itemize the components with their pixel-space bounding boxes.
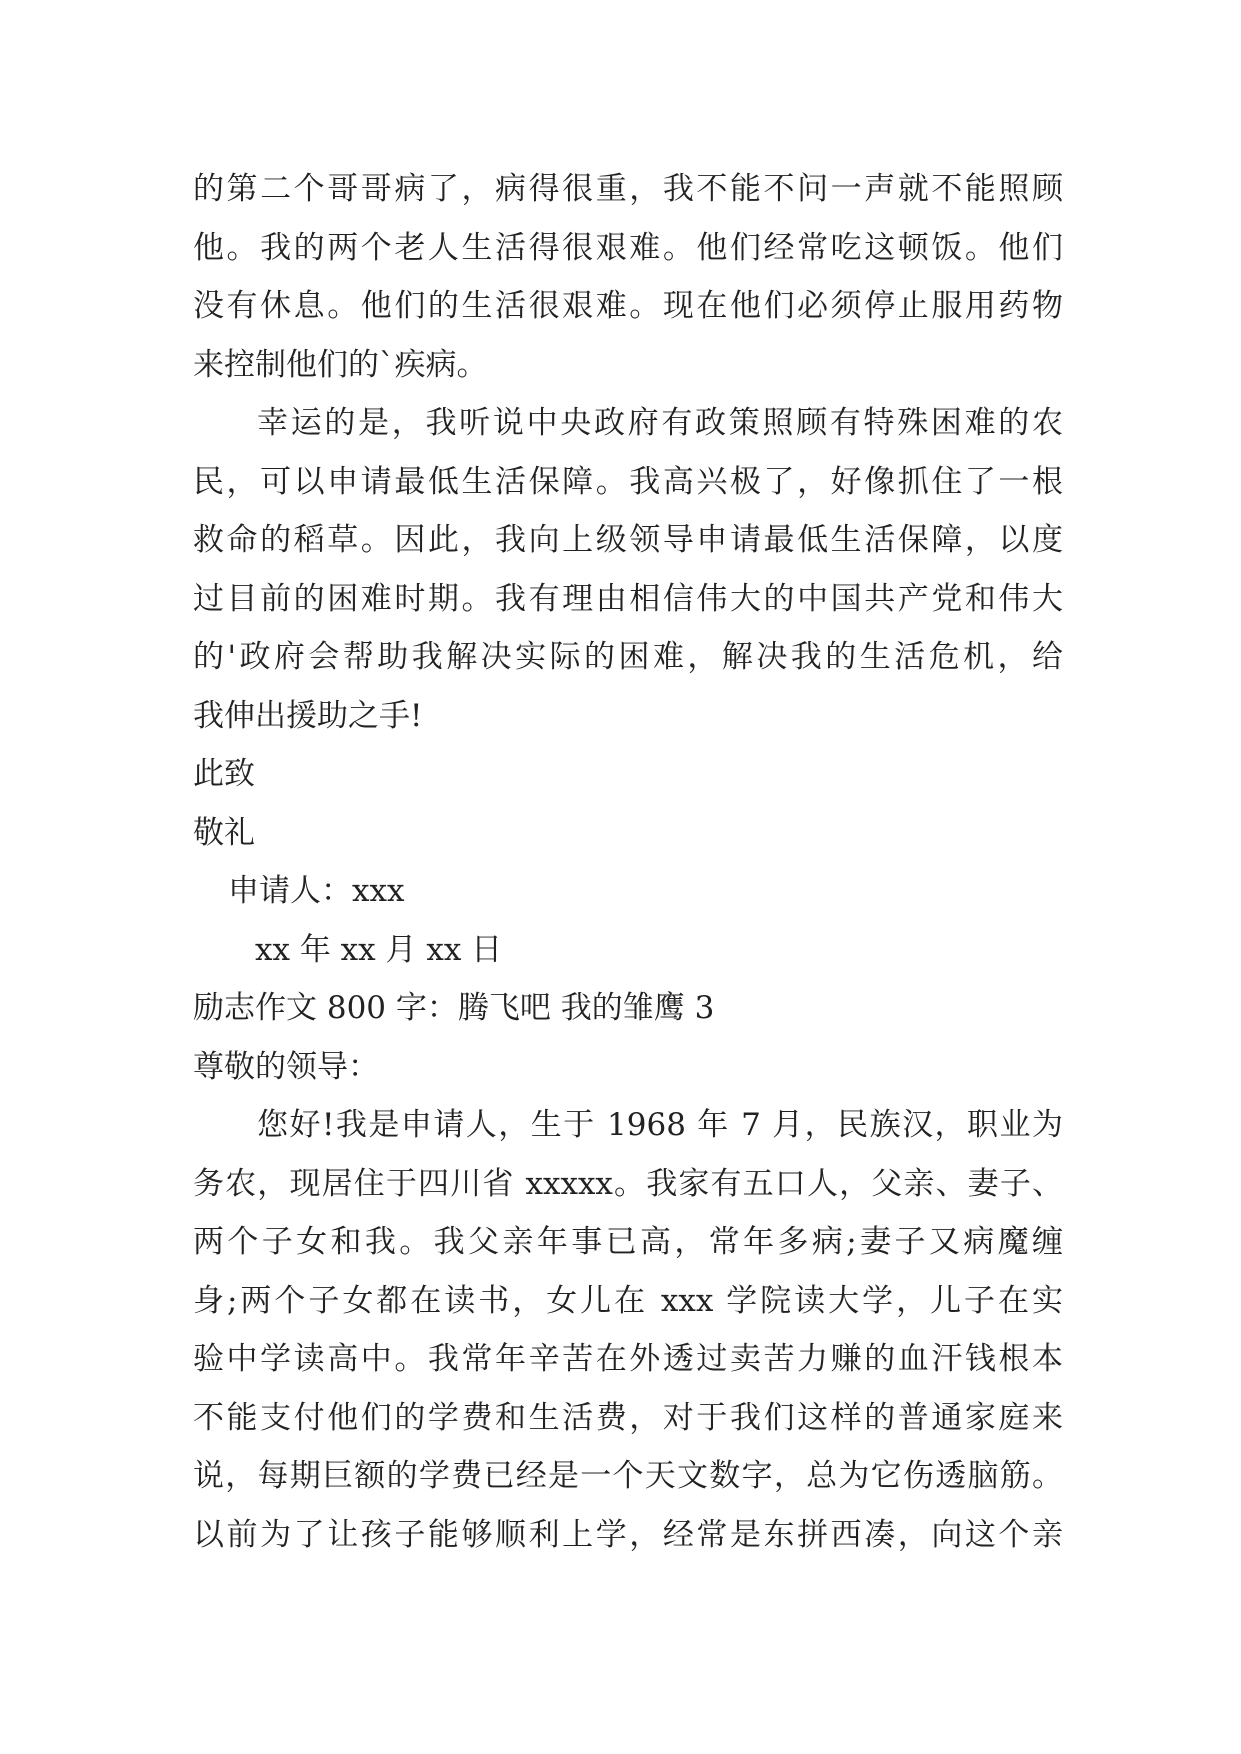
paragraph-1-line: 来控制他们的`疾病。 (193, 346, 488, 383)
paragraph-3-line: 身;两个子女都在读书，女儿在 xxx 学院读大学，儿子在实 (193, 1282, 1063, 1319)
paragraph-2-line: 幸运的是，我听说中央政府有政策照顾有特殊困难的农 (257, 405, 1063, 441)
paragraph-3-line: 不能支付他们的学费和生活费，对于我们这样的普通家庭来 (193, 1399, 1063, 1436)
closing-line-1: 此致 (193, 756, 255, 792)
paragraph-3-line: 您好!我是申请人，生于 1968 年 7 月，民族汉，职业为 (257, 1107, 1063, 1143)
salutation: 尊敬的领导： (193, 1048, 379, 1085)
paragraph-2-line: 救命的稻草。因此，我向上级领导申请最低生活保障，以度 (193, 522, 1063, 558)
paragraph-1-line: 没有休息。他们的生活很艰难。现在他们必须停止服用药物 (193, 288, 1063, 324)
paragraph-3-line: 说，每期巨额的学费已经是一个天文数字，总为它伤透脑筋。 (193, 1458, 1063, 1494)
closing-line-2: 敬礼 (193, 814, 255, 851)
paragraph-3-line: 务农，现居住于四川省 xxxxx。我家有五口人，父亲、妻子、 (193, 1165, 1063, 1202)
document-body (193, 160, 1063, 1564)
paragraph-3-line: 两个子女和我。我父亲年事已高，常年多病;妻子又病魔缠 (193, 1224, 1063, 1260)
paragraph-2-line: 过目前的困难时期。我有理由相信伟大的中国共产党和伟大 (193, 580, 1063, 617)
paragraph-1-line: 的第二个哥哥病了，病得很重，我不能不问一声就不能照顾 (193, 171, 1063, 207)
applicant-signature: 申请人：xxx (228, 873, 405, 909)
paragraph-2-line: 的'政府会帮助我解决实际的困难，解决我的生活危机，给 (193, 639, 1063, 675)
paragraph-3-line: 以前为了让孩子能够顺利上学，经常是东拼西凑，向这个亲 (193, 1516, 1063, 1553)
paragraph-3-line: 验中学读高中。我常年辛苦在外透过卖苦力赚的血汗钱根本 (193, 1341, 1063, 1377)
paragraph-2-line: 我伸出援助之手! (193, 697, 423, 734)
essay-heading: 励志作文 800 字：腾飞吧 我的雏鹰 3 (193, 990, 715, 1026)
signature-date: xx 年 xx 月 xx 日 (255, 931, 503, 968)
paragraph-1-line: 他。我的两个老人生活得很艰难。他们经常吃这顿饭。他们 (193, 229, 1063, 266)
paragraph-2-line: 民，可以申请最低生活保障。我高兴极了，好像抓住了一根 (193, 463, 1063, 500)
